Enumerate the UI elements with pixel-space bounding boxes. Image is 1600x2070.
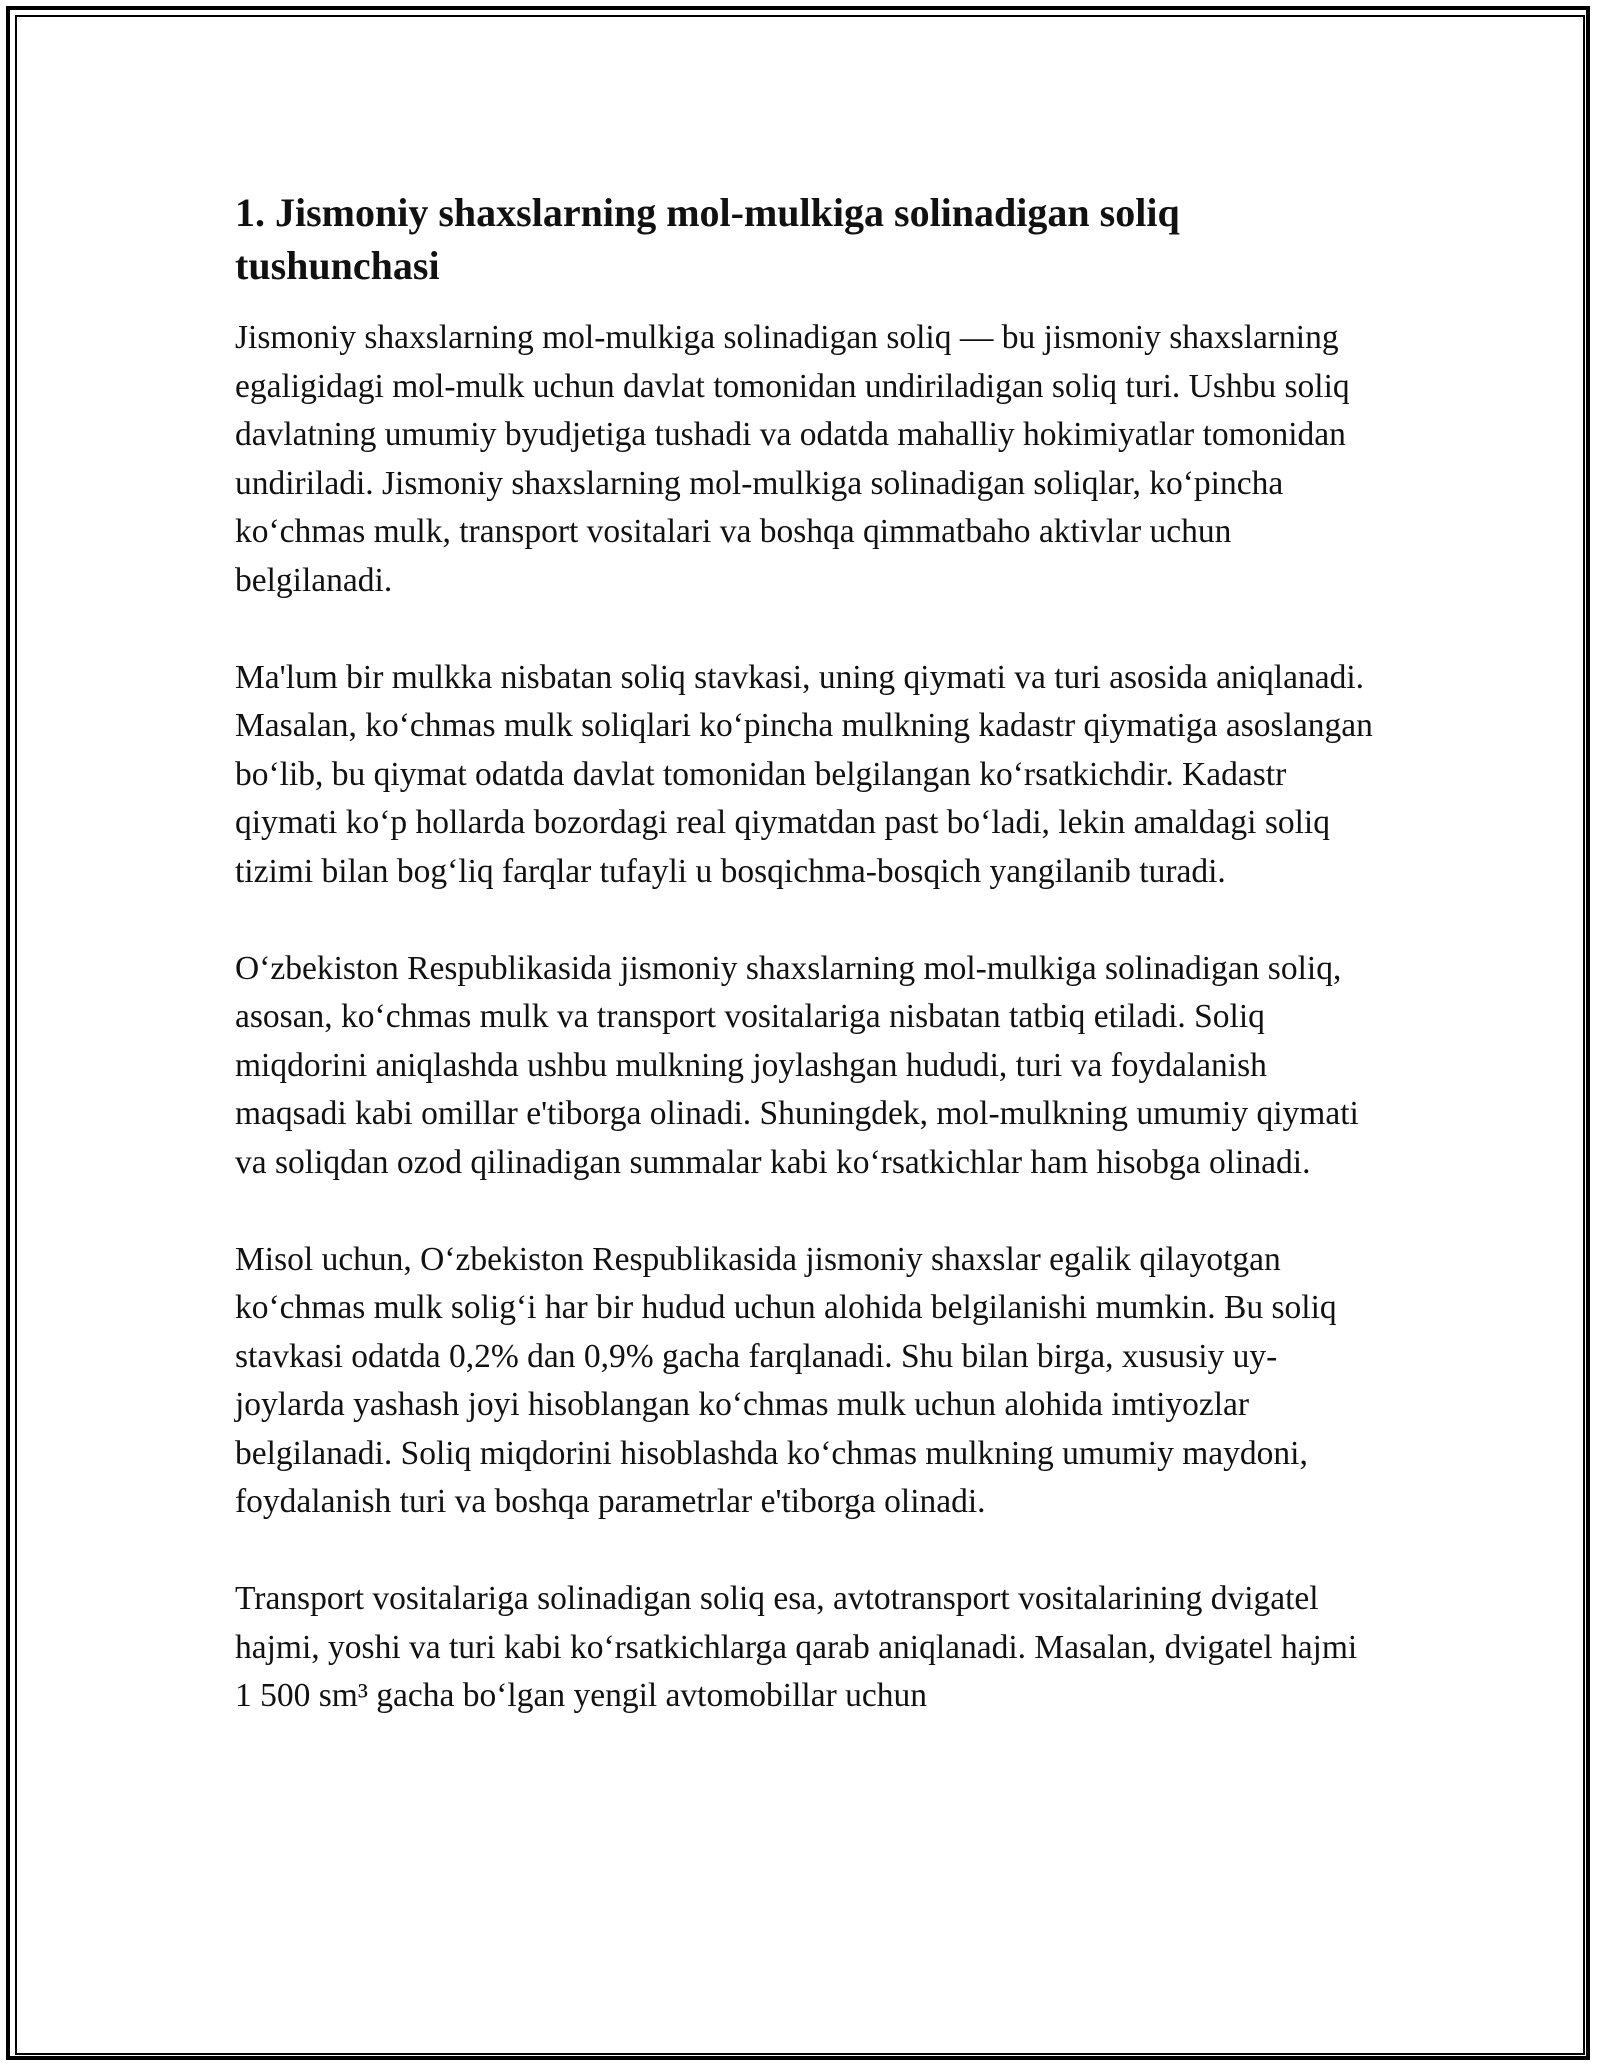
section-title: 1. Jismoniy shaxslarning mol-mulkiga solinadigan soliq tushunchasi	[235, 190, 1180, 288]
paragraph-definition: Jismoniy shaxslarning mol-mulkiga solinadigan soliq — bu jismoniy shaxslarning egaligidagi mol-mulk uchun davlat tomonidan undiriladigan soliq turi. Ushbu soliq davlatning umumiy byudjetiga tushadi va odatda mahalliy hokimiyatlar tomonidan undiriladi. Jismoniy shaxslarning mol-mulkiga solinadigan soliqlar, ko‘pincha ko‘chmas mulk, transport vositalari va boshqa qimmatbaho aktivlar uchun belgilanadi.	[235, 319, 1350, 599]
paragraph-uzbekistan: O‘zbekiston Respublikasida jismoniy shaxslarning mol-mulkiga solinadigan soliq, asosan, ko‘chmas mulk va transport vositalariga nisbatan tatbiq etiladi. Soliq miqdorini aniqlashda ushbu mulkning joylashgan hududi, turi va foydalanish maqsadi kabi omillar e'tiborga olinadi. Shuningdek, mol-mulkning umumiy qiymati va soliqdan ozod qilinadigan summalar kabi ko‘rsatkichlar ham hisobga olinadi.	[235, 949, 1359, 1181]
paragraph-tax-rate: Ma'lum bir mulkka nisbatan soliq stavkasi, uning qiymati va turi asosida aniqlanadi. Masalan, ko‘chmas mulk soliqlari ko‘pincha mulkning kadastr qiymatiga asoslangan bo‘lib, bu qiymat odatda davlat tomonidan belgilangan ko‘rsatkichdir. Kadastr qiymati ko‘p hollarda bozordagi real qiymatdan past bo‘ladi, lekin amaldagi soliq tizimi bilan bog‘liq farqlar tufayli u bosqichma-bosqich yangilanib turadi.	[235, 658, 1373, 890]
paragraph-transport: Transport vositalariga solinadigan soliq esa, avtotransport vositalarining dvigatel hajmi, yoshi va turi kabi ko‘rsatkichlarga qarab aniqlanadi. Masalan, dvigatel hajmi 1 500 sm³ gacha bo‘lgan yengil avtomobillar uchun	[235, 1580, 1358, 1714]
document-body	[235, 186, 1375, 1769]
paragraph-example: Misol uchun, O‘zbekiston Respublikasida jismoniy shaxslar egalik qilayotgan ko‘chmas mulk solig‘i har bir hudud uchun alohida belgilanishi mumkin. Bu soliq stavkasi odatda 0,2% dan 0,9% gacha farqlanadi. Shu bilan birga, xususiy uy-joylarda yashash joyi hisoblangan ko‘chmas mulk uchun alohida imtiyozlar belgilanadi. Soliq miqdorini hisoblashda ko‘chmas mulkning umumiy maydoni, foydalanish turi va boshqa parametrlar e'tiborga olinadi.	[235, 1240, 1337, 1520]
